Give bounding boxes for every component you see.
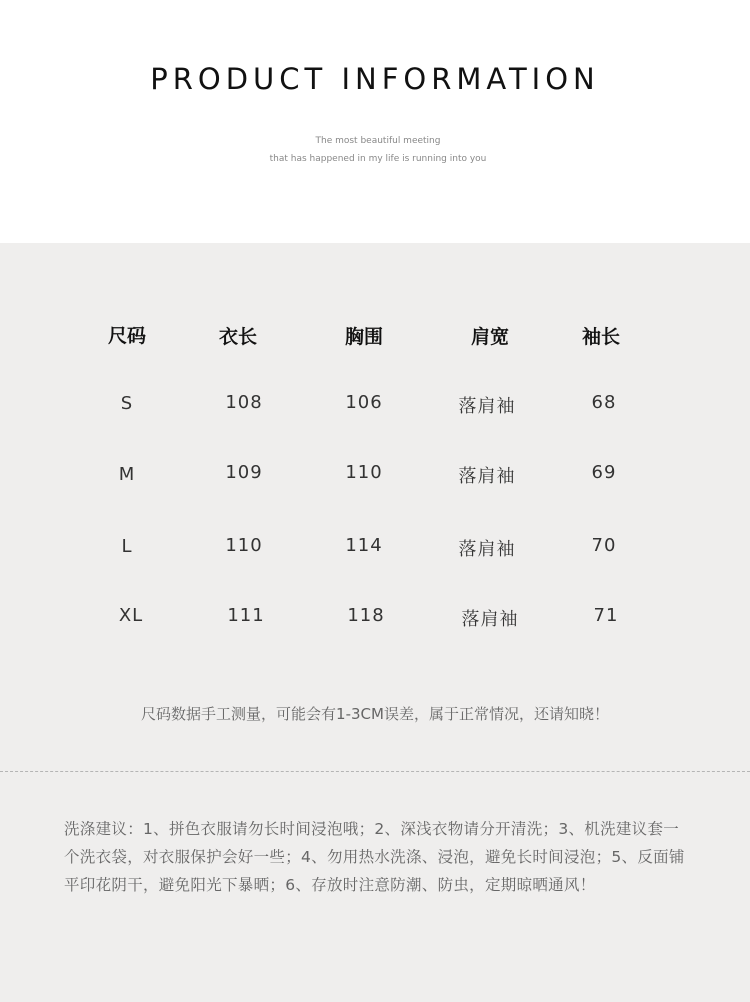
- size-cell: S: [120, 393, 134, 414]
- table-header-sleeve: 袖长: [581, 326, 620, 348]
- subtitle-line-2: that has happened in my life is running into you: [269, 154, 487, 164]
- header-section: [0, 0, 750, 243]
- size-panel: [0, 243, 750, 1002]
- sleeve-cell: 70: [591, 535, 617, 556]
- chest-cell: 118: [347, 605, 385, 626]
- page-title: PRODUCT INFORMATION: [150, 62, 600, 96]
- care-instructions: 洗涤建议：1、拼色衣服请勿长时间浸泡哦；2、深浅衣物请分开清洗；3、机洗建议套一个洗衣袋，对衣服保护会好一些；4、勿用热水洗涤、浸泡，避免长时间浸泡；5、反面铺平印花阴干，避免阳光下暴晒；6、存放时注意防潮、防虫，定期晾晒通风！: [64, 820, 685, 894]
- chest-cell: 110: [345, 462, 383, 483]
- sleeve-cell: 71: [593, 605, 619, 626]
- length-cell: 110: [225, 535, 263, 556]
- shoulder-cell: 落肩袖: [458, 396, 516, 417]
- size-cell: XL: [118, 605, 144, 626]
- length-cell: 111: [227, 605, 265, 626]
- table-header-chest: 胸围: [344, 326, 383, 348]
- shoulder-cell: 落肩袖: [461, 609, 519, 630]
- length-cell: 109: [225, 462, 263, 483]
- chest-cell: 114: [345, 535, 383, 556]
- table-header-size: 尺码: [107, 325, 146, 347]
- size-cell: M: [118, 464, 136, 485]
- table-header-length: 衣长: [218, 326, 257, 348]
- dashed-divider: [0, 771, 750, 772]
- shoulder-cell: 落肩袖: [458, 466, 516, 487]
- subtitle-line-1: The most beautiful meeting: [315, 136, 441, 146]
- sleeve-cell: 68: [591, 392, 617, 413]
- size-cell: L: [121, 536, 133, 557]
- length-cell: 108: [225, 392, 263, 413]
- sleeve-cell: 69: [591, 462, 617, 483]
- chest-cell: 106: [345, 392, 383, 413]
- shoulder-cell: 落肩袖: [458, 539, 516, 560]
- table-header-shoulder: 肩宽: [470, 326, 509, 348]
- measurement-note: 尺码数据手工测量，可能会有1-3CM误差，属于正常情况，还请知晓！: [141, 705, 609, 723]
